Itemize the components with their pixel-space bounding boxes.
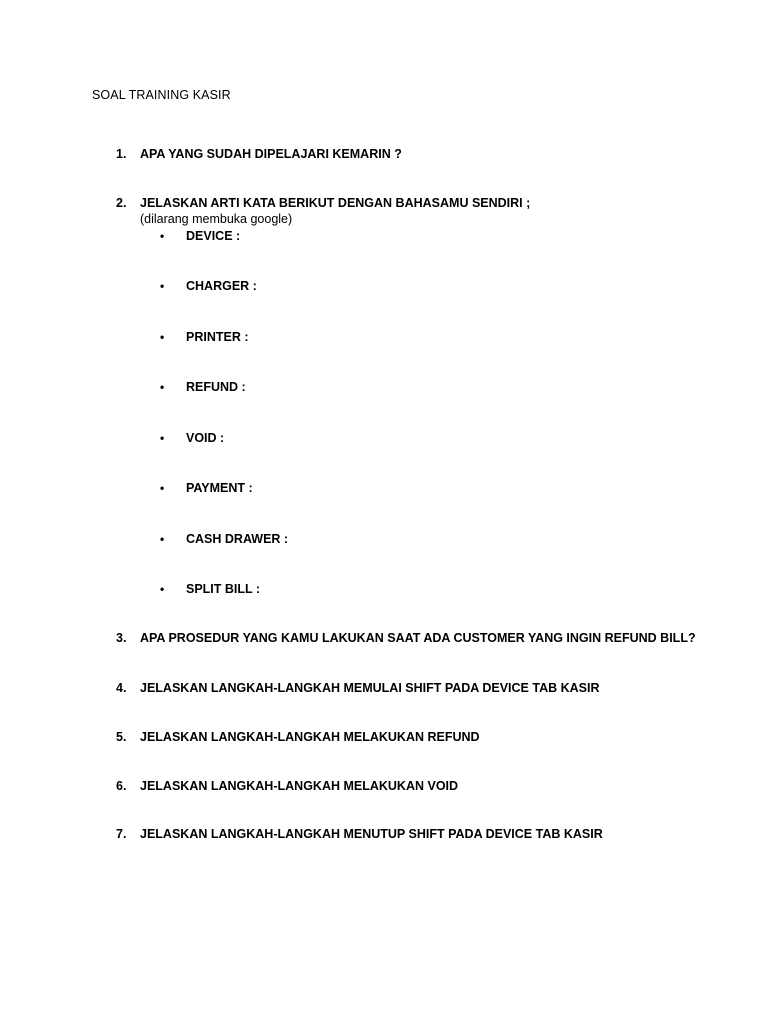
question-number: 6.	[116, 779, 127, 793]
bullet-icon: •	[160, 582, 165, 596]
question-6	[116, 779, 458, 793]
term-item	[160, 582, 260, 596]
term-item	[160, 229, 240, 243]
bullet-icon: •	[160, 532, 165, 546]
question-number: 2.	[116, 196, 127, 210]
question-text: JELASKAN LANGKAH-LANGKAH MELAKUKAN REFUND	[140, 730, 480, 744]
term-label: VOID :	[186, 431, 225, 445]
question-4	[116, 681, 600, 695]
question-3	[116, 631, 696, 645]
bullet-icon: •	[160, 229, 165, 243]
term-label: PRINTER :	[186, 330, 249, 344]
question-number: 7.	[116, 827, 127, 841]
question-1	[116, 147, 402, 161]
term-item	[160, 431, 224, 445]
bullet-icon: •	[160, 380, 165, 394]
bullet-icon: •	[160, 431, 165, 445]
term-item	[160, 481, 253, 495]
term-item	[160, 330, 249, 344]
document-title: SOAL TRAINING KASIR	[92, 88, 231, 102]
question-text: JELASKAN LANGKAH-LANGKAH MEMULAI SHIFT PADA DEVICE TAB KASIR	[140, 681, 600, 695]
question-text: JELASKAN LANGKAH-LANGKAH MENUTUP SHIFT PADA DEVICE TAB KASIR	[140, 827, 603, 841]
question-text: JELASKAN ARTI KATA BERIKUT DENGAN BAHASAMU SENDIRI ;	[140, 196, 531, 210]
bullet-icon: •	[160, 279, 165, 293]
question-7	[116, 827, 603, 841]
question-number: 1.	[116, 147, 127, 161]
question-number: 4.	[116, 681, 127, 695]
term-label: CHARGER :	[186, 279, 257, 293]
bullet-icon: •	[160, 330, 165, 344]
term-label: REFUND :	[186, 380, 246, 394]
question-2-note: (dilarang membuka google)	[140, 212, 293, 226]
question-5	[116, 730, 480, 744]
term-label: CASH DRAWER :	[186, 532, 289, 546]
question-number: 3.	[116, 631, 127, 645]
term-label: DEVICE :	[186, 229, 241, 243]
question-number: 5.	[116, 730, 127, 744]
term-label: PAYMENT :	[186, 481, 253, 495]
term-label: SPLIT BILL :	[186, 582, 261, 596]
term-item	[160, 279, 257, 293]
question-text: APA PROSEDUR YANG KAMU LAKUKAN SAAT ADA CUSTOMER YANG INGIN REFUND BILL?	[140, 631, 696, 645]
question-text: APA YANG SUDAH DIPELAJARI KEMARIN ?	[140, 147, 402, 161]
term-item	[160, 532, 288, 546]
term-item	[160, 380, 246, 394]
bullet-icon: •	[160, 481, 165, 495]
question-2	[116, 196, 530, 210]
question-text: JELASKAN LANGKAH-LANGKAH MELAKUKAN VOID	[140, 779, 459, 793]
